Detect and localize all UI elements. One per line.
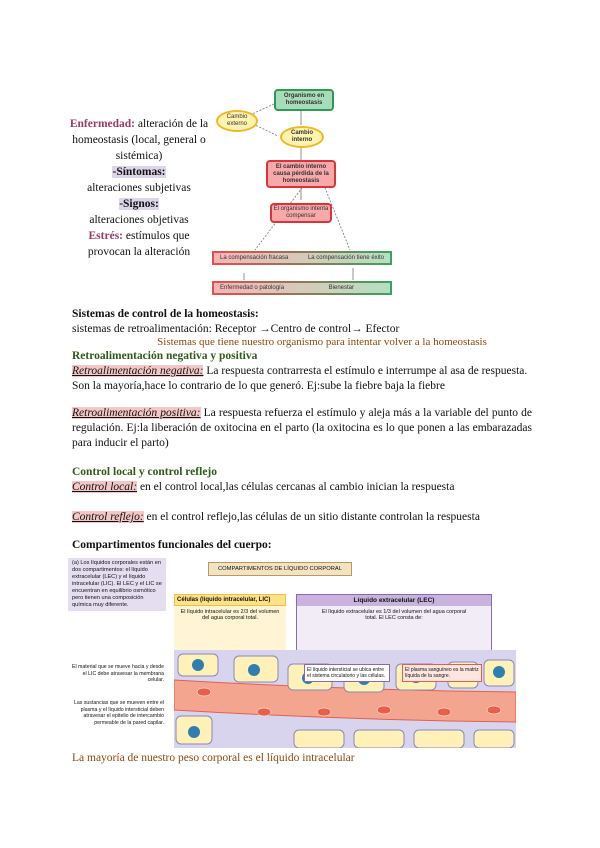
lec-text: El líquido extracelular es 1/3 del volumen del agua corporal total. El LEC consta de: [321, 609, 467, 621]
capillary-note: Las sustancias que se mueven entre el plasma y el líquido intersticial deben atravesar el epitelio de intercambio permeable de la pared capilar. [74, 700, 164, 726]
local-control [72, 480, 532, 495]
sintomas-label: -Síntomas: [112, 166, 166, 178]
flow-node-loss: El cambio interno causa pérdida de la homeostasis [266, 160, 336, 188]
flow-node-result [212, 281, 392, 295]
feedback-systems-text: sistemas de retroalimentación: Receptor →Centro de control→ Efector [72, 323, 400, 335]
heading-control-systems: Sistemas de control de la homeostasis: [72, 308, 259, 320]
reflex-control [72, 510, 532, 525]
compensation-fails: La compensación fracasa [220, 254, 289, 261]
reflex-control-text: en el control reflejo,las células de un sitio distante controlan la respuesta [143, 511, 480, 523]
lic-box [174, 594, 286, 650]
estres-text: estímulos que provocan la alteración [87, 230, 191, 258]
enfermedad-label: Enfermedad: [69, 118, 136, 130]
footer-note: La mayoría de nuestro peso corporal es el líquido intracelular [72, 752, 355, 764]
plasma-box: El plasma sanguíneo es la matriz líquida de la sangre. [402, 664, 482, 682]
figure-intro: (a) Los líquidos corporales están en dos compartimentos: el líquido extracelular (LEC) y el líquido intracelular (LIC). El LEC y el LIC se encuentran en equilibrio osmótico pero tienen una composición química muy diferente. [68, 558, 166, 611]
figure-title: COMPARTIMENTOS DE LÍQUIDO CORPORAL [208, 562, 352, 576]
interstitial-box: El líquido intersticial se ubica entre el sistema circulatorio y las células. [304, 664, 390, 682]
local-control-text: en el control local,las células cercanas al cambio inician la respuesta [137, 481, 455, 493]
positive-feedback-label: Retroalimentación positiva: [72, 407, 201, 419]
negative-feedback-label: Retroalimentación negativa: [72, 365, 204, 377]
enfermedad-text: alteración de la homeostasis (local, general o sistémica) [72, 118, 209, 162]
compensation-succeeds: La compensación tiene éxito [307, 254, 384, 261]
negative-feedback-text: La respuesta contrarresta el estímulo e interrumpe al asa de respuesta. Son la mayoría,hace lo contrario de lo que generó. Ej:sube la fiebre baja la fiebre [72, 365, 528, 392]
local-control-label: Control local: [72, 481, 138, 493]
flow-node-internal-change: Cambio interno [280, 126, 324, 148]
estres-label: Estrés: [88, 230, 124, 242]
membrane-note: El material que se mueve hacia y desde el LIC debe atravesar la membrana celular. [72, 664, 164, 683]
feedback-note: Sistemas que tiene nuestro organismo para intentar volver a la homeostasis [157, 336, 487, 348]
flow-node-external-change: Cambio externo [216, 110, 258, 132]
heading-feedback: Retroalimentación negativa y positiva [72, 350, 258, 362]
lec-heading: Líquido extracelular (LEC) [297, 595, 491, 606]
sintomas-text: alteraciones subjetivas [87, 182, 191, 194]
disease-result: Enfermedad o patología [220, 284, 285, 291]
flow-node-homeostasis: Organismo en homeostasis [274, 89, 334, 111]
positive-feedback-text: La respuesta refuerza el estímulo y aleja más a la variable del punto de regulación. Ej:la liberación de oxitocina en el parto (la oxitocina es lo que ponen a las embarazadas para inducir el parto) [72, 407, 532, 449]
lic-text: El líquido intracelular es 2/3 del volumen del agua corporal total. [180, 609, 280, 621]
disease-definitions [68, 116, 210, 260]
heading-compartments: Compartimentos funcionales del cuerpo: [72, 539, 272, 551]
flow-node-outcome [212, 251, 392, 265]
signos-text: alteraciones objetivas [89, 214, 189, 226]
wellbeing-result: Bienestar [328, 284, 354, 291]
body-fluid-figure [68, 558, 516, 748]
lic-heading: Células (líquido intracelular, LIC) [174, 594, 286, 606]
flow-node-compensate: El organismo intenta compensar [270, 203, 332, 223]
heading-local-reflex: Control local y control reflejo [72, 466, 217, 478]
reflex-control-label: Control reflejo: [72, 511, 144, 523]
negative-feedback [72, 364, 532, 394]
positive-feedback [72, 406, 532, 451]
signos-label: -Signos: [119, 198, 159, 210]
